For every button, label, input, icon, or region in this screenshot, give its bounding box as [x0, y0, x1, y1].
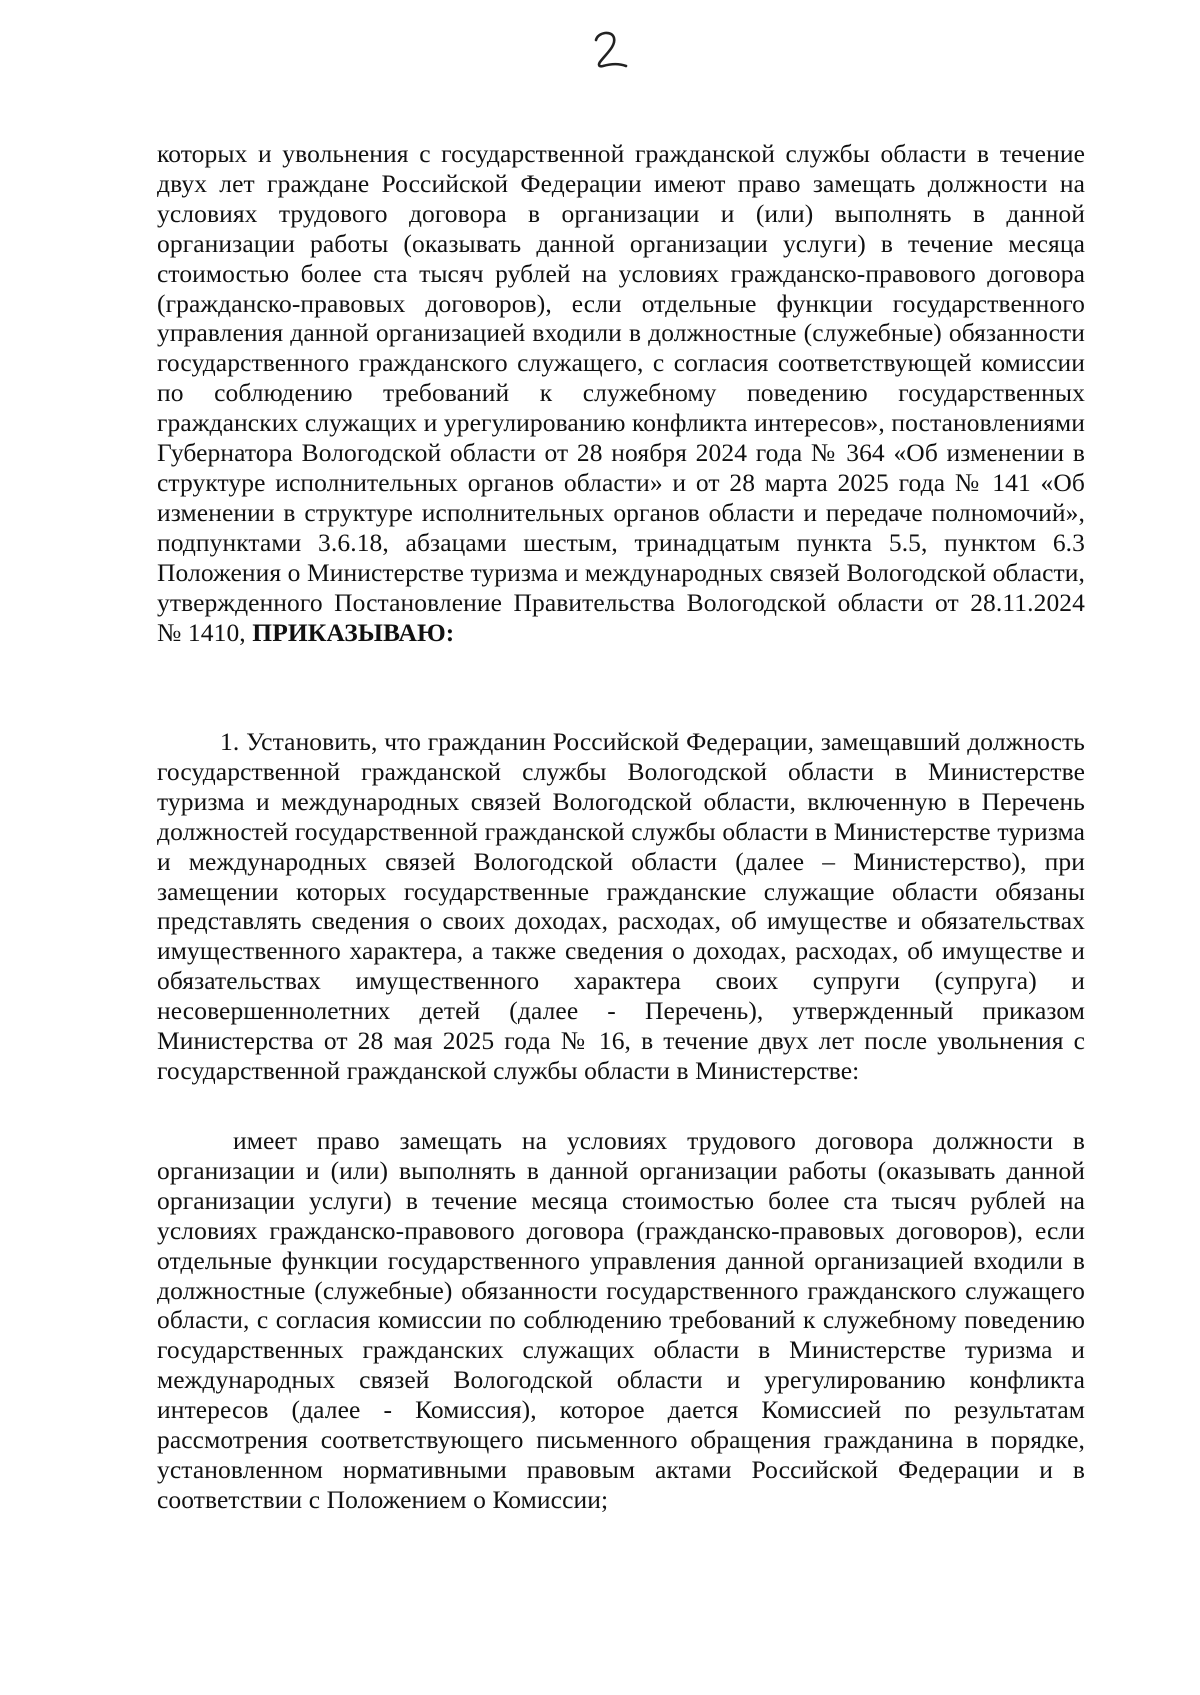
order-word: ПРИКАЗЫВАЮ:: [252, 617, 455, 647]
preamble-body: которых и увольнения с государственной гражданской службы области в течение двух лет граждане Российской Федерации имеют право замещать должности на условиях трудового договора в организации и (или) выполнять в данной организации работы (оказывать данной организации услуги) в течение месяца стоимостью более ста тысяч рублей на условиях гражданско-правового договора (гражданско-правовых договоров), если отдельные функции государственного управления данной организацией входили в должностные (служебные) обязанности государственного гражданского служащего, с согласия соответствующей комиссии по соблюдению требований к служебному поведению государственных гражданских служащих и урегулированию конфликта интересов», постановлениями Губернатора Вологодской области от 28 ноября 2024 года № 364 «Об изменении в структуре исполнительных органов области» и от 28 марта 2025 года № 141 «Об изменении в структуре исполнительных органов области и передаче полномочий», подпунктами 3.6.18, абзацами шестым, тринадцатым пункта 5.5, пунктом 6.3 Положения о Министерстве туризма и международных связей Вологодской области, утвержденного Постановление Правительства Вологодской области от 28.11.2024 № 1410,: [157, 139, 1086, 647]
item-1-paragraph: [157, 727, 1085, 1086]
preamble-paragraph: [157, 139, 1085, 647]
item-1-text: 1. Установить, что гражданин Российской Федерации, замещавший должность государственной гражданской службы Вологодской области в Министерстве туризма и международных связей Вологодской области, включенную в Перечень должностей государственной гражданской службы области в Министерстве туризма и международных связей Вологодской области (далее – Министерство), при замещении которых государственные гражданские служащие области обязаны представлять сведения о своих доходах, расходах, об имуществе и обязательствах имущественного характера, а также сведения о доходах, расходах, об имуществе и обязательствах имущественного характера своих супруги (супруга) и несовершеннолетних детей (далее - Перечень), утвержденный приказом Министерства от 28 мая 2025 года № 16, в течение двух лет после увольнения с государственной гражданской службы области в Министерстве:: [157, 727, 1085, 1085]
item-1-sub-text: имеет право замещать на условиях трудового договора должности в организации и (или) выполнять в данной организации работы (оказывать данной организации услуги) в течение месяца стоимостью более ста тысяч рублей на условиях гражданско-правового договора (гражданско-правовых договоров), если отдельные функции государственного управления данной организацией входили в должностные (служебные) обязанности государственного гражданского служащего области, с согласия комиссии по соблюдению требований к служебному поведению государственных гражданских служащих области в Министерстве туризма и международных связей Вологодской области и урегулированию конфликта интересов (далее - Комиссия), которое дается Комиссией по результатам рассмотрения соответствующего письменного обращения гражданина в порядке, установленном нормативными правовым актами Российской Федерации и в соответствии с Положением о Комиссии;: [157, 1126, 1085, 1514]
handwritten-page-number: [580, 18, 640, 78]
preamble-text: [157, 139, 1085, 647]
handwritten-number-2-icon: [580, 18, 640, 78]
item-1-sub-paragraph: [157, 1126, 1085, 1515]
